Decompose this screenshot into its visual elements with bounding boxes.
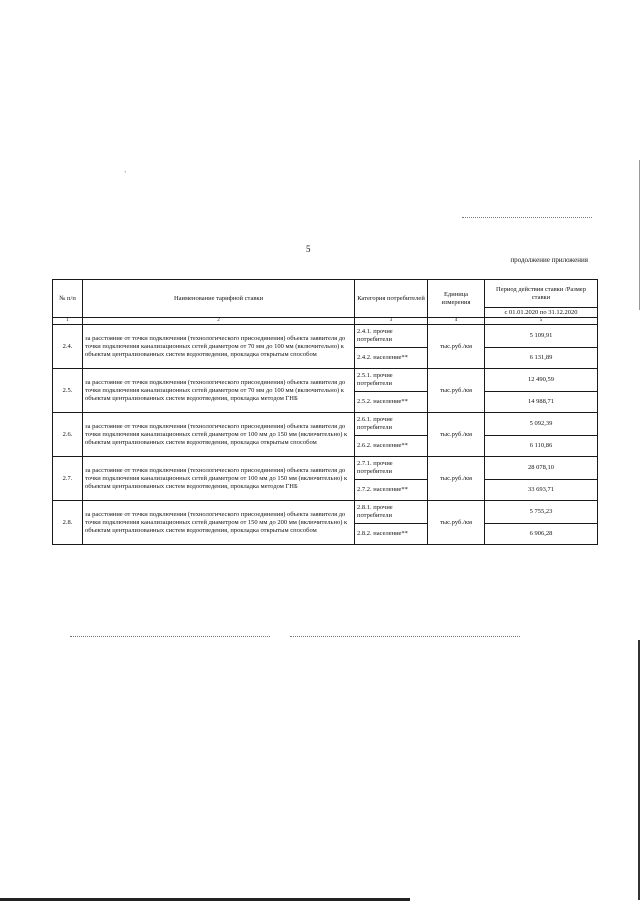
rate-value: 33 693,71 bbox=[485, 480, 598, 501]
continuation-label: продолжение приложения bbox=[510, 256, 588, 264]
rate-value: 14 988,71 bbox=[485, 392, 598, 413]
scan-line bbox=[290, 636, 520, 637]
unit-cell: тыс.руб./км bbox=[428, 457, 485, 501]
header-category: Категория потребителей bbox=[355, 280, 428, 318]
consumer-category: 2.4.2. население** bbox=[355, 348, 428, 369]
table-row bbox=[53, 501, 598, 524]
scan-edge bbox=[0, 898, 410, 901]
rate-value: 28 078,10 bbox=[485, 457, 598, 480]
header-period: Период действия ставки /Размер ставки bbox=[485, 280, 598, 308]
unit-cell: тыс.руб./км bbox=[428, 413, 485, 457]
rate-value: 6 131,89 bbox=[485, 348, 598, 369]
row-number: 2.6. bbox=[53, 413, 83, 457]
table-row bbox=[53, 457, 598, 480]
rate-name: за расстояние от точки подключения (технологического присоединения) объекта заявителя до точки подключения канализационных сетей диаметром от 70 мм до 100 мм (включительно) к объектам централизованных систем водоотведения, прокладка открытым способом bbox=[83, 325, 355, 369]
rate-value: 5 755,23 bbox=[485, 501, 598, 524]
consumer-category: 2.8.1. прочие потребители bbox=[355, 501, 428, 524]
consumer-category: 2.6.2. население** bbox=[355, 436, 428, 457]
scan-line bbox=[462, 217, 592, 218]
consumer-category: 2.8.2. население** bbox=[355, 524, 428, 545]
header-unit: Единица измерения bbox=[428, 280, 485, 318]
consumer-category: 2.6.1. прочие потребители bbox=[355, 413, 428, 436]
header-name: Наименование тарифной ставки bbox=[83, 280, 355, 318]
header-num: № п/п bbox=[53, 280, 83, 318]
page-number: 5 bbox=[306, 244, 311, 254]
rate-value: 12 490,59 bbox=[485, 369, 598, 392]
table-header-row bbox=[53, 280, 598, 308]
consumer-category: 2.7.1. прочие потребители bbox=[355, 457, 428, 480]
unit-cell: тыс.руб./км bbox=[428, 369, 485, 413]
consumer-category: 2.5.1. прочие потребители bbox=[355, 369, 428, 392]
tariff-table bbox=[52, 279, 598, 545]
column-number-row bbox=[53, 318, 598, 325]
consumer-category: 2.7.2. население** bbox=[355, 480, 428, 501]
table-row bbox=[53, 325, 598, 348]
row-number: 2.8. bbox=[53, 501, 83, 545]
rate-value: 6 906,28 bbox=[485, 524, 598, 545]
column-number: 5 bbox=[485, 318, 598, 325]
column-number: 2 bbox=[83, 318, 355, 325]
rate-value: 6 110,86 bbox=[485, 436, 598, 457]
rate-value: 5 109,91 bbox=[485, 325, 598, 348]
table-row bbox=[53, 413, 598, 436]
rate-value: 5 092,39 bbox=[485, 413, 598, 436]
consumer-category: 2.4.1. прочие потребители bbox=[355, 325, 428, 348]
table-row bbox=[53, 369, 598, 392]
column-number: 1 bbox=[53, 318, 83, 325]
rate-name: за расстояние от точки подключения (технологического присоединения) объекта заявителя до точки подключения канализационных сетей диаметром от 100 мм до 150 мм (включительно) к объектам централизованных систем водоотведения, прокладка методом ГНБ bbox=[83, 457, 355, 501]
consumer-category: 2.5.2. население** bbox=[355, 392, 428, 413]
column-number: 3 bbox=[355, 318, 428, 325]
scan-mark: ˋ bbox=[124, 170, 127, 179]
row-number: 2.4. bbox=[53, 325, 83, 369]
unit-cell: тыс.руб./км bbox=[428, 501, 485, 545]
rate-name: за расстояние от точки подключения (технологического присоединения) объекта заявителя до точки подключения канализационных сетей диаметром от 100 мм до 150 мм (включительно) к объектам централизованных систем водоотведения, прокладка открытым способом bbox=[83, 413, 355, 457]
rate-name: за расстояние от точки подключения (технологического присоединения) объекта заявителя до точки подключения канализационных сетей диаметром от 70 мм до 100 мм (включительно) к объектам централизованных систем водоотведения, прокладка методом ГНБ bbox=[83, 369, 355, 413]
unit-cell: тыс.руб./км bbox=[428, 325, 485, 369]
row-number: 2.5. bbox=[53, 369, 83, 413]
column-number: 4 bbox=[428, 318, 485, 325]
header-period-range: с 01.01.2020 по 31.12.2020 bbox=[485, 308, 598, 318]
scan-line bbox=[70, 636, 270, 637]
rate-name: за расстояние от точки подключения (технологического присоединения) объекта заявителя до точки подключения канализационных сетей диаметром от 150 мм до 200 мм (включительно) к объектам централизованных систем водоотведения, прокладка открытым способом bbox=[83, 501, 355, 545]
row-number: 2.7. bbox=[53, 457, 83, 501]
